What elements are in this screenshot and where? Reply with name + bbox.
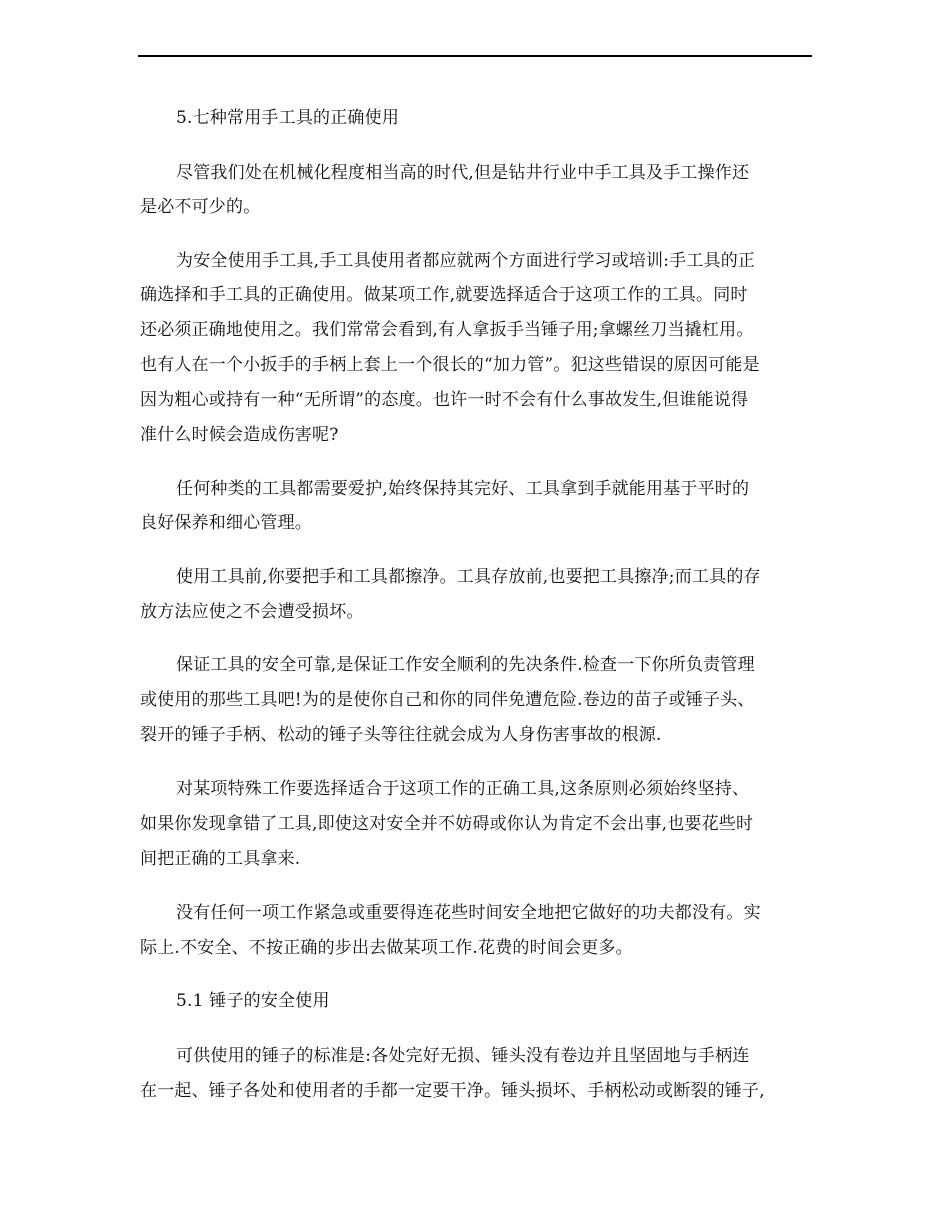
paragraph-line: 或使用的那些工具吧!为的是使你自己和你的同伴免遭危险.卷边的苗子或锤子头、 [140,690,755,710]
paragraph-line: 任何种类的工具都需要爱护,始终保持其完好、工具拿到手就能用基于平时的 [176,479,750,499]
paragraph-line: 在一起、锤子各处和使用者的手都一定要干净。锤头损坏、手柄松动或断裂的锤子, [140,1081,765,1101]
paragraph-line: 为安全使用手工具,手工具使用者都应就两个方面进行学习或培训:手工具的正 [176,251,756,271]
paragraph-line: 间把正确的工具拿来. [140,849,301,869]
section-heading: 5.七种常用手工具的正确使用 [176,108,400,128]
paragraph-line: 如果你发现拿错了工具,即使这对安全并不妨碍或你认为肯定不会出事,也要花些时 [140,814,754,834]
header-rule [138,55,812,57]
paragraph-line: 是必不可少的。 [140,197,261,217]
paragraph-line: 没有任何一项工作紧急或重要得连花些时间安全地把它做好的功夫都没有。实 [176,903,761,923]
section-heading: 5.1 锤子的安全使用 [176,991,330,1011]
paragraph-line: 也有人在一个小扳手的手柄上套上一个很长的“加力管”。犯这些错误的原因可能是 [140,355,760,375]
paragraph-line: 尽管我们处在机械化程度相当高的时代,但是钻井行业中手工具及手工操作还 [176,163,750,183]
paragraph-line: 放方法应使之不会遭受损坏。 [140,602,364,622]
paragraph-line: 确选择和手工具的正确使用。做某项工作,就要选择适合于这项工作的工具。同时 [140,285,748,305]
paragraph-line: 保证工具的安全可靠,是保证工作安全顺利的先决条件.检查一下你所负责管理 [176,655,755,675]
paragraph-line: 对某项特殊工作要选择适合于这项工作的正确工具,这条原则必须始终坚持、 [176,779,750,799]
paragraph-line: 际上.不安全、不按正确的步出去做某项工作.花费的时间会更多。 [140,938,633,958]
paragraph-line: 良好保养和细心管理。 [140,513,312,533]
paragraph-line: 使用工具前,你要把手和工具都擦净。工具存放前,也要把工具擦净;而工具的存 [176,567,761,587]
paragraph-line: 准什么时候会造成伤害呢? [140,425,339,445]
paragraph-line: 还必须正确地使用之。我们常常会看到,有人拿扳手当锤子用;拿螺丝刀当撬杠用。 [140,320,754,340]
paragraph-line: 可供使用的锤子的标准是:各处完好无损、锤头没有卷边并且坚固地与手柄连 [176,1046,750,1066]
paragraph-line: 裂开的锤子手柄、松动的锤子头等往往就会成为人身伤害事故的根源. [140,725,662,745]
paragraph-line: 因为粗心或持有一种“无所谓”的态度。也许一时不会有什么事故发生,但谁能说得 [140,390,749,410]
